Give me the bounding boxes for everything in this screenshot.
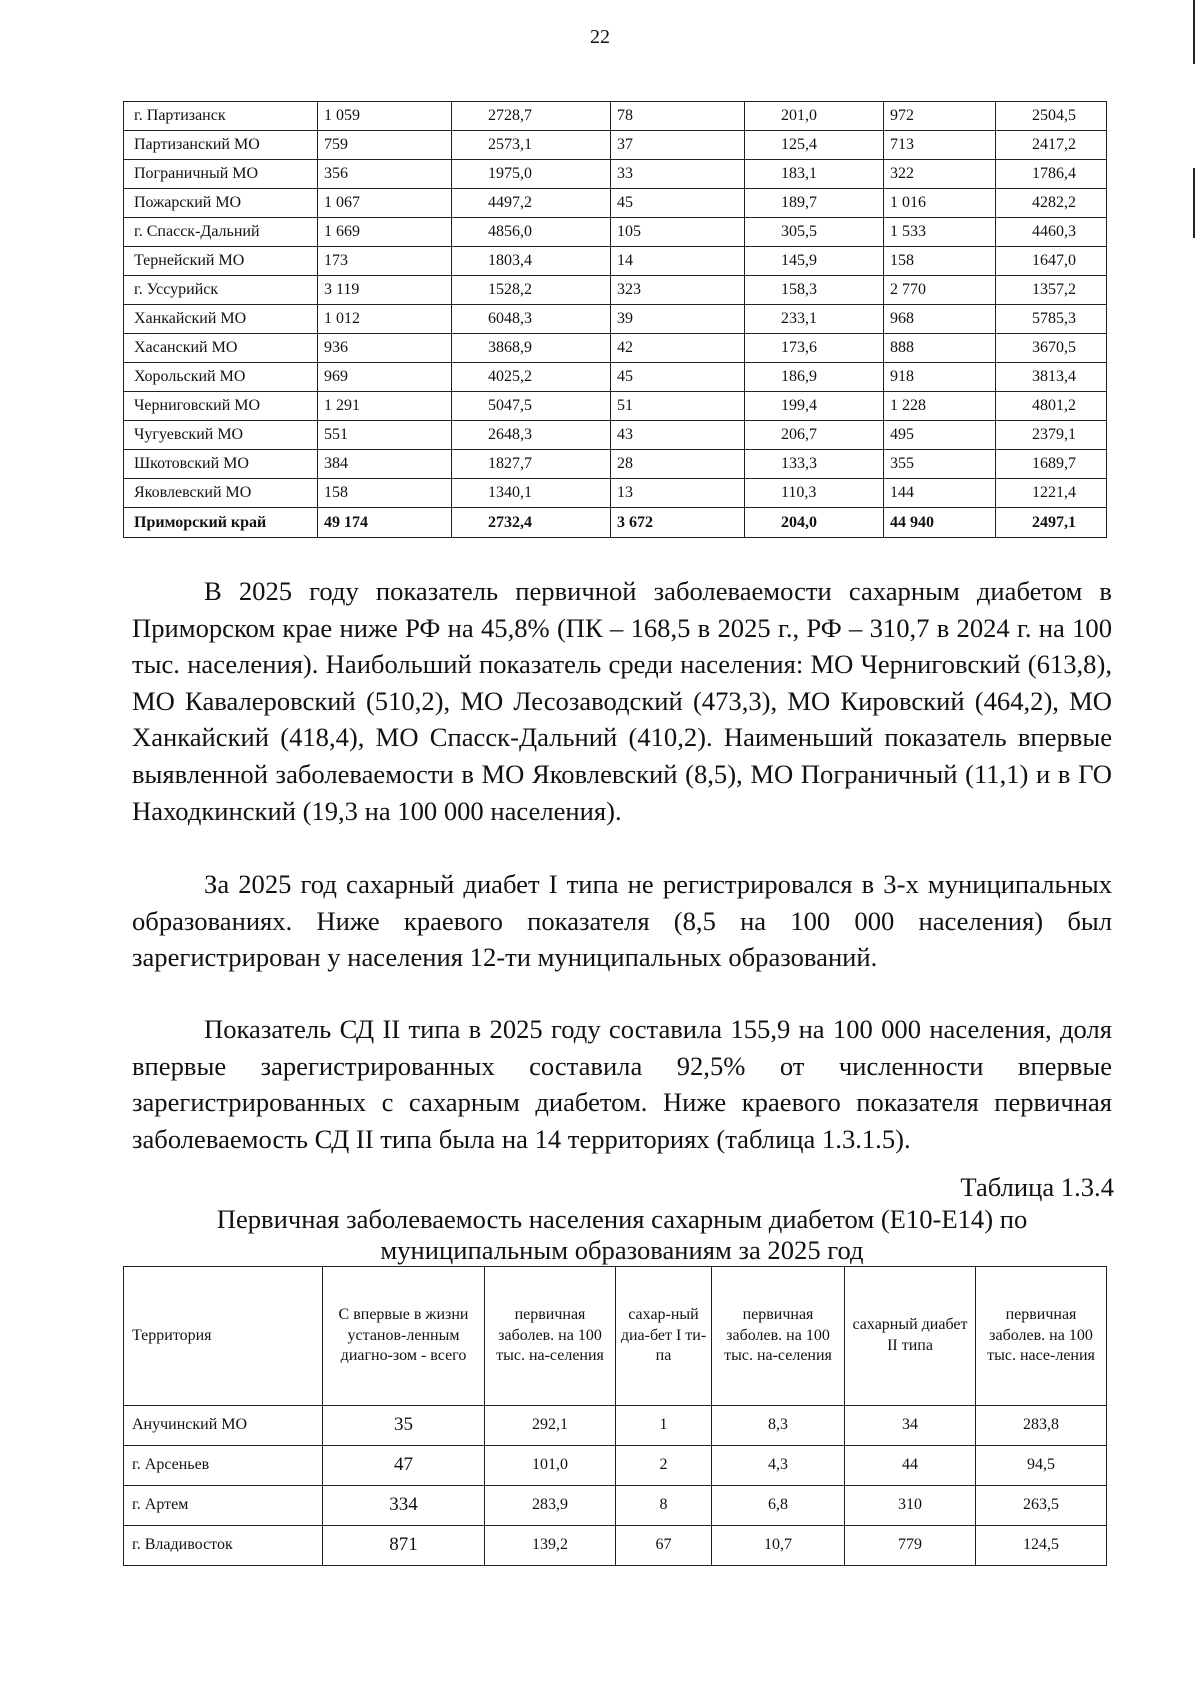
table-cell: 263,5 (976, 1486, 1107, 1526)
table-cell: 28 (611, 450, 745, 479)
table-cell: 4282,2 (996, 189, 1107, 218)
table-cell: 2379,1 (996, 421, 1107, 450)
table-cell: 355 (884, 450, 996, 479)
table-row (124, 160, 1107, 189)
table-cell: 969 (318, 363, 452, 392)
table-row (124, 131, 1107, 160)
table-cell: 2 (616, 1446, 712, 1486)
territory-name-cell: Шкотовский МО (124, 450, 318, 479)
table-row (124, 1486, 1107, 1526)
table-cell: 199,4 (745, 392, 884, 421)
table-cell: 1975,0 (452, 160, 611, 189)
table-row (124, 392, 1107, 421)
table-cell: 233,1 (745, 305, 884, 334)
table-cell: 139,2 (485, 1526, 616, 1566)
table-cell: 186,9 (745, 363, 884, 392)
table-cell: 3 672 (611, 508, 745, 538)
table-cell: 1786,4 (996, 160, 1107, 189)
table-cell: 1 533 (884, 218, 996, 247)
table-cell: 495 (884, 421, 996, 450)
table-cell: 1340,1 (452, 479, 611, 508)
table-row (124, 450, 1107, 479)
table-cell: 37 (611, 131, 745, 160)
table-cell: 204,0 (745, 508, 884, 538)
table-cell: 2497,1 (996, 508, 1107, 538)
territory-name-cell: Хорольский МО (124, 363, 318, 392)
territory-name-cell: г. Владивосток (124, 1526, 323, 1566)
table-cell: 1 016 (884, 189, 996, 218)
table-cell: 713 (884, 131, 996, 160)
paragraph-diabetes-type-2: Показатель СД II типа в 2025 году составила 155,9 на 100 000 населения, доля впервые зарегистрированных составила 92,5% от численности впервые зарегистрированных с сахарным диабетом. Ниже краевого показателя первичная заболеваемость СД II типа была на 14 территориях (таблица 1.3.1.5). (132, 1014, 1112, 1154)
table-row (124, 189, 1107, 218)
territory-name-cell: г. Уссурийск (124, 276, 318, 305)
table-cell: 201,0 (745, 102, 884, 131)
territory-name-cell: Хасанский МО (124, 334, 318, 363)
table-cell: 323 (611, 276, 745, 305)
table-cell: 3670,5 (996, 334, 1107, 363)
table-cell: 206,7 (745, 421, 884, 450)
territory-name-cell: Пожарский МО (124, 189, 318, 218)
table-cell: 10,7 (712, 1526, 845, 1566)
primary-diabetes-incidence-table (123, 1266, 1107, 1566)
table-cell: 5047,5 (452, 392, 611, 421)
table-cell: 6048,3 (452, 305, 611, 334)
table-cell: 871 (323, 1526, 485, 1566)
table-cell: 44 940 (884, 508, 996, 538)
table-cell: 310 (845, 1486, 976, 1526)
table-cell: 2573,1 (452, 131, 611, 160)
table-cell: 39 (611, 305, 745, 334)
table-cell: 3813,4 (996, 363, 1107, 392)
table-title: Первичная заболеваемость населения сахарным диабетом (Е10-Е14) по муниципальным образованиям за 2025 год (216, 1204, 1028, 1265)
table-cell: 67 (616, 1526, 712, 1566)
table-cell: 133,3 (745, 450, 884, 479)
table-cell: 4801,2 (996, 392, 1107, 421)
table-cell: 1 (616, 1406, 712, 1446)
territory-name-cell: г. Партизанск (124, 102, 318, 131)
table-cell: 2 770 (884, 276, 996, 305)
table-cell: 94,5 (976, 1446, 1107, 1486)
table-cell: 101,0 (485, 1446, 616, 1486)
territory-name-cell: Партизанский МО (124, 131, 318, 160)
table-row (124, 102, 1107, 131)
territory-name-cell: Приморский край (124, 508, 318, 538)
table-cell: 158 (884, 247, 996, 276)
table-row (124, 1406, 1107, 1446)
table-cell: 124,5 (976, 1526, 1107, 1566)
table-cell: 2417,2 (996, 131, 1107, 160)
paragraph-diabetes-type-1: За 2025 год сахарный диабет I типа не регистрировался в 3-х муниципальных образованиях. Ниже краевого показателя (8,5 на 100 000 населения) был зарегистрирован у населения 12-ти муниципальных образований. (132, 869, 1112, 973)
table-cell: 283,8 (976, 1406, 1107, 1446)
table-cell: 972 (884, 102, 996, 131)
table-cell: 4856,0 (452, 218, 611, 247)
territory-name-cell: Анучинский МО (124, 1406, 323, 1446)
column-header: первичная заболев. на 100 тыс. на-селения (712, 1267, 845, 1406)
table-cell: 189,7 (745, 189, 884, 218)
table-cell: 183,1 (745, 160, 884, 189)
table-cell: 936 (318, 334, 452, 363)
column-header: сахарный диабет II типа (845, 1267, 976, 1406)
table-cell: 47 (323, 1446, 485, 1486)
table-row (124, 247, 1107, 276)
table-cell: 5785,3 (996, 305, 1107, 334)
table-cell: 51 (611, 392, 745, 421)
table-cell: 8 (616, 1486, 712, 1526)
table-cell: 49 174 (318, 508, 452, 538)
table-cell: 1 067 (318, 189, 452, 218)
paragraph-primary-incidence: В 2025 году показатель первичной заболеваемости сахарным диабетом в Приморском крае ниже РФ на 45,8% (ПК – 168,5 в 2025 г., РФ – 310,7 в 2024 г. на 100 тыс. населения). Наибольший показатель среди населения: МО Черниговский (613,8), МО Кавалеровский (510,2), МО Лесозаводский (473,3), МО Кировский (464,2), МО Ханкайский (418,4), МО Спасск-Дальний (410,2). Наименьший показатель впервые выявленной заболеваемости в МО Яковлевский (8,5), МО Пограничный (11,1) и в ГО Находкинский (19,3 на 100 000 населения). (132, 576, 1112, 826)
territory-name-cell: г. Арсеньев (124, 1446, 323, 1486)
table-cell: 34 (845, 1406, 976, 1446)
table-cell: 35 (323, 1406, 485, 1446)
table-row (124, 305, 1107, 334)
column-header: С впервые в жизни установ-ленным диагно-зом - всего (323, 1267, 485, 1406)
table-cell: 8,3 (712, 1406, 845, 1446)
table-cell: 759 (318, 131, 452, 160)
table-cell: 1357,2 (996, 276, 1107, 305)
column-header: сахар-ный диа-бет I ти-па (616, 1267, 712, 1406)
table-cell: 322 (884, 160, 996, 189)
table-cell: 45 (611, 363, 745, 392)
table-cell: 1827,7 (452, 450, 611, 479)
table-cell: 6,8 (712, 1486, 845, 1526)
table-cell: 2732,4 (452, 508, 611, 538)
column-header: Территория (124, 1267, 323, 1406)
page-number: 22 (590, 26, 610, 48)
table-cell: 4497,2 (452, 189, 611, 218)
table-cell: 125,4 (745, 131, 884, 160)
table-cell: 3868,9 (452, 334, 611, 363)
table-cell: 305,5 (745, 218, 884, 247)
table-cell: 779 (845, 1526, 976, 1566)
table-cell: 1221,4 (996, 479, 1107, 508)
territory-name-cell: Ханкайский МО (124, 305, 318, 334)
table-cell: 42 (611, 334, 745, 363)
table-cell: 158,3 (745, 276, 884, 305)
table-cell: 4,3 (712, 1446, 845, 1486)
column-header: первичная заболев. на 100 тыс. насе-ления (976, 1267, 1107, 1406)
table-cell: 44 (845, 1446, 976, 1486)
table-cell: 888 (884, 334, 996, 363)
table-cell: 2504,5 (996, 102, 1107, 131)
territory-name-cell: Чугуевский МО (124, 421, 318, 450)
scan-edge-mark (1193, 168, 1195, 238)
table-cell: 1 291 (318, 392, 452, 421)
table-cell: 283,9 (485, 1486, 616, 1526)
table-cell: 1528,2 (452, 276, 611, 305)
table-row (124, 1526, 1107, 1566)
table-cell: 105 (611, 218, 745, 247)
table-row (124, 218, 1107, 247)
table-cell: 43 (611, 421, 745, 450)
territory-name-cell: Пограничный МО (124, 160, 318, 189)
table-cell: 384 (318, 450, 452, 479)
table-label: Таблица 1.3.4 (960, 1172, 1114, 1202)
table-row (124, 334, 1107, 363)
column-header: первичная заболев. на 100 тыс. на-селения (485, 1267, 616, 1406)
table-cell: 78 (611, 102, 745, 131)
table-cell: 918 (884, 363, 996, 392)
table-row (124, 276, 1107, 305)
territory-name-cell: г. Спасск-Дальний (124, 218, 318, 247)
table-row (124, 421, 1107, 450)
table-cell: 551 (318, 421, 452, 450)
table-cell: 4025,2 (452, 363, 611, 392)
territory-name-cell: Яковлевский МО (124, 479, 318, 508)
table-cell: 2728,7 (452, 102, 611, 131)
territory-name-cell: г. Артем (124, 1486, 323, 1526)
table-cell: 173,6 (745, 334, 884, 363)
table-cell: 334 (323, 1486, 485, 1526)
territory-name-cell: Тернейский МО (124, 247, 318, 276)
table-cell: 968 (884, 305, 996, 334)
table-cell: 1 012 (318, 305, 452, 334)
table-row (124, 479, 1107, 508)
table-cell: 144 (884, 479, 996, 508)
table-row (124, 363, 1107, 392)
table-cell: 173 (318, 247, 452, 276)
table-row (124, 1446, 1107, 1486)
table-cell: 158 (318, 479, 452, 508)
table-cell: 1 228 (884, 392, 996, 421)
table-cell: 2648,3 (452, 421, 611, 450)
table-cell: 33 (611, 160, 745, 189)
table-cell: 14 (611, 247, 745, 276)
table-cell: 13 (611, 479, 745, 508)
table-cell: 45 (611, 189, 745, 218)
table-cell: 1 059 (318, 102, 452, 131)
territory-name-cell: Черниговский МО (124, 392, 318, 421)
table-cell: 3 119 (318, 276, 452, 305)
table-cell: 356 (318, 160, 452, 189)
table-cell: 145,9 (745, 247, 884, 276)
table-cell: 292,1 (485, 1406, 616, 1446)
table-cell: 1647,0 (996, 247, 1107, 276)
table-cell: 1689,7 (996, 450, 1107, 479)
municipality-incidence-table-continued (123, 101, 1107, 538)
table-header-row (124, 1267, 1107, 1406)
table-cell: 110,3 (745, 479, 884, 508)
table-cell: 1 669 (318, 218, 452, 247)
table-total-row (124, 508, 1107, 538)
table-cell: 4460,3 (996, 218, 1107, 247)
table-cell: 1803,4 (452, 247, 611, 276)
